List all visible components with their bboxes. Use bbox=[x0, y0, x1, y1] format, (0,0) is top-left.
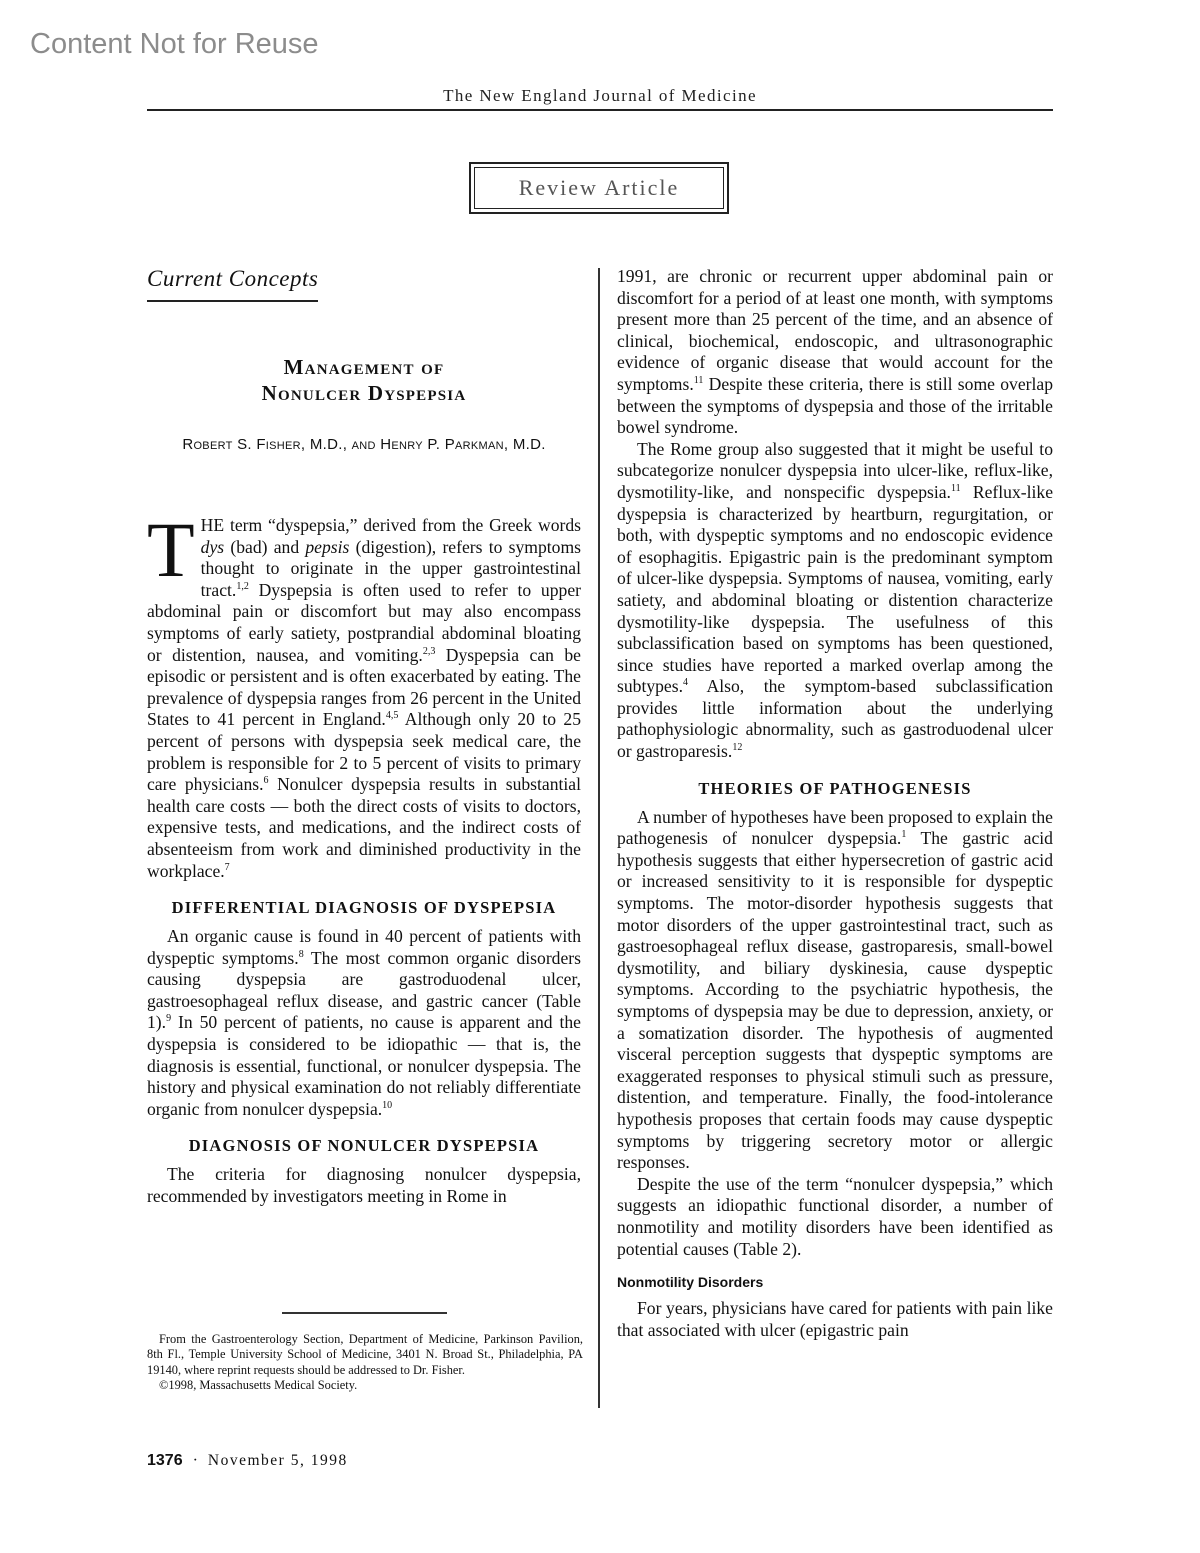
subsection-heading-nonmotility: Nonmotility Disorders bbox=[617, 1274, 764, 1291]
page-footer bbox=[147, 1452, 348, 1470]
page-number: 1376 bbox=[147, 1452, 183, 1469]
paragraph-rome-group: The Rome group also suggested that it might be useful to subcategorize nonulcer dyspepsia into ulcer-like, reflux-like, dysmotility-like, and nonspecific dyspepsia.$^{11}$ Reflux-like dyspepsia is characterized by heartburn, regurgitation, or both, with dyspeptic symptoms and no endoscopic evidence of esophagitis. Epigastric pain is the predominant symptom of ulcer-like dyspepsia. Symptoms of nausea, vomiting, early satiety, and abdominal bloating or distention characterize dysmotility-like dyspepsia. The usefulness of this subclassification based on symptoms has been questioned, since studies have reported a marked overlap among the subtypes.$^4$ Also, the symptom-based subclassification provides little information about the underlying pathophysiologic abnormality, such as gastroduodenal ulcer or gastroparesis.$^{12}$ bbox=[617, 438, 1054, 762]
paragraph-theories-2: Despite the use of the term “nonulcer dyspepsia,” which suggests an idiopathic functional disorder, a number of nonmotility and motility disorders have been identified as potential causes (Table 2). bbox=[617, 1173, 1053, 1259]
journal-header: The New England Journal of Medicine bbox=[443, 86, 757, 105]
section-heading-diagnosis: DIAGNOSIS OF NONULCER DYSPEPSIA bbox=[188, 1136, 540, 1156]
review-article-box bbox=[469, 162, 729, 214]
footnote-copyright: ©1998, Massachusetts Medical Society. bbox=[159, 1377, 358, 1392]
footer-separator: · bbox=[192, 1452, 198, 1469]
issue-date: November 5, 1998 bbox=[207, 1452, 348, 1469]
article-authors: Robert S. Fisher, M.D., and Henry P. Parkman, M.D. bbox=[182, 436, 546, 453]
series-label: Current Concepts bbox=[147, 266, 318, 302]
article-title bbox=[147, 354, 581, 406]
paragraph-diagnosis: The criteria for diagnosing nonulcer dyspepsia, recommended by investigators meeting in Rome in bbox=[147, 1164, 581, 1207]
drop-cap: T bbox=[147, 506, 195, 593]
paragraph-nonmotility: For years, physicians have cared for patients with pain like that associated with ulcer (epigastric pain bbox=[617, 1298, 1053, 1340]
paragraph-differential: An organic cause is found in 40 percent of patients with dyspeptic symptoms.$^8$ The most common organic disorders causing dyspepsia are gastroduodenal ulcer, gastroesophageal reflux disease, and gastric cancer (Table 1).$^9$ In 50 percent of patients, no cause is apparent and the dyspepsia is considered to be idiopathic — that is, the diagnosis is essential, functional, or nonulcer dyspepsia. The history and physical examination do not reliably differentiate organic from nonulcer dyspepsia.$^{10}$ bbox=[147, 926, 581, 1119]
footnote bbox=[147, 1332, 583, 1393]
left-column bbox=[147, 266, 581, 1208]
footnote-rule bbox=[282, 1312, 447, 1314]
paragraph-theories: A number of hypotheses have been proposed to explain the pathogenesis of nonulcer dyspepsia.$^1$ The gastric acid hypothesis suggests that either hypersecretion of gastric acid or increased sensitivity to it is responsible for dyspeptic symptoms. The motor-disorder hypothesis suggests that motor disorders of the upper gastrointestinal tract, such as gastroesophageal reflux disease, gastroparesis, small-bowel dysmotility, and biliary dyskinesia, cause dyspeptic symptoms. According to the psychiatric hypothesis, the symptoms of dyspepsia may be due to depression, anxiety, or a somatization disorder. The hypothesis of augmented visceral perception suggests that dyspeptic symptoms are exaggerated responses to physical stimuli such as pressure, distention, and temperature. Finally, the food-intolerance hypothesis proposes that certain foods may cause dyspeptic symptoms by triggering secretory motor or allergic responses. bbox=[617, 806, 1053, 1173]
intro-text: HE term “dyspepsia,” derived from the Greek words dys (bad) and pepsis (digestion), refers to symptoms thought to originate in the upper gastrointestinal tract.$^{1,2}$ Dyspepsia is often used to refer to upper abdominal pain or discomfort but may also encompass symptoms of early satiety, postprandial abdominal bloating or distention, nausea, and vomiting.$^{2,3}$ Dyspepsia can be episodic or persistent and is often exacerbated by eating. The prevalence of dyspepsia ranges from 26 percent in the United States to 41 percent in England.$^{4,5}$ Although only 20 to 25 percent of persons with dyspepsia seek medical care, the problem is responsible for 2 to 5 percent of visits to primary care physicians.$^6$ Nonulcer dyspepsia results in substantial health care costs — both the direct costs of visits to doctors, expensive tests, and medications, and the indirect costs of absenteeism from work and diminished productivity in the workplace.$^7$ bbox=[147, 515, 582, 881]
title-line-2: Nonulcer Dyspepsia bbox=[261, 381, 467, 405]
footnote-affiliation: From the Gastroenterology Section, Department of Medicine, Parkinson Pavilion, 8th Fl., Temple University School of Medicine, 3401 N. Broad St., Philadelphia, PA 19140, where reprint requests should be addressed to Dr. Fisher. bbox=[147, 1332, 583, 1377]
section-heading-theories: THEORIES OF PATHOGENESIS bbox=[698, 778, 972, 798]
title-line-1: Management of bbox=[283, 355, 445, 379]
watermark-text: Content Not for Reuse bbox=[30, 28, 319, 60]
review-article-label: Review Article bbox=[474, 167, 724, 209]
column-divider bbox=[598, 268, 600, 1408]
header-rule bbox=[147, 109, 1053, 111]
right-column bbox=[617, 266, 1053, 1341]
section-heading-differential: DIFFERENTIAL DIAGNOSIS OF DYSPEPSIA bbox=[171, 898, 557, 918]
paragraph-diagnosis-continued: 1991, are chronic or recurrent upper abdominal pain or discomfort for a period of at least one month, with symptoms present more than 25 percent of the time, and an absence of clinical, biochemical, endoscopic, and ultrasonographic evidence of organic disease that would account for the symptoms.$^{11}$ Despite these criteria, there is still some overlap between the symptoms of dyspepsia and those of the irritable bowel syndrome. bbox=[617, 266, 1053, 438]
intro-paragraph bbox=[147, 506, 582, 882]
